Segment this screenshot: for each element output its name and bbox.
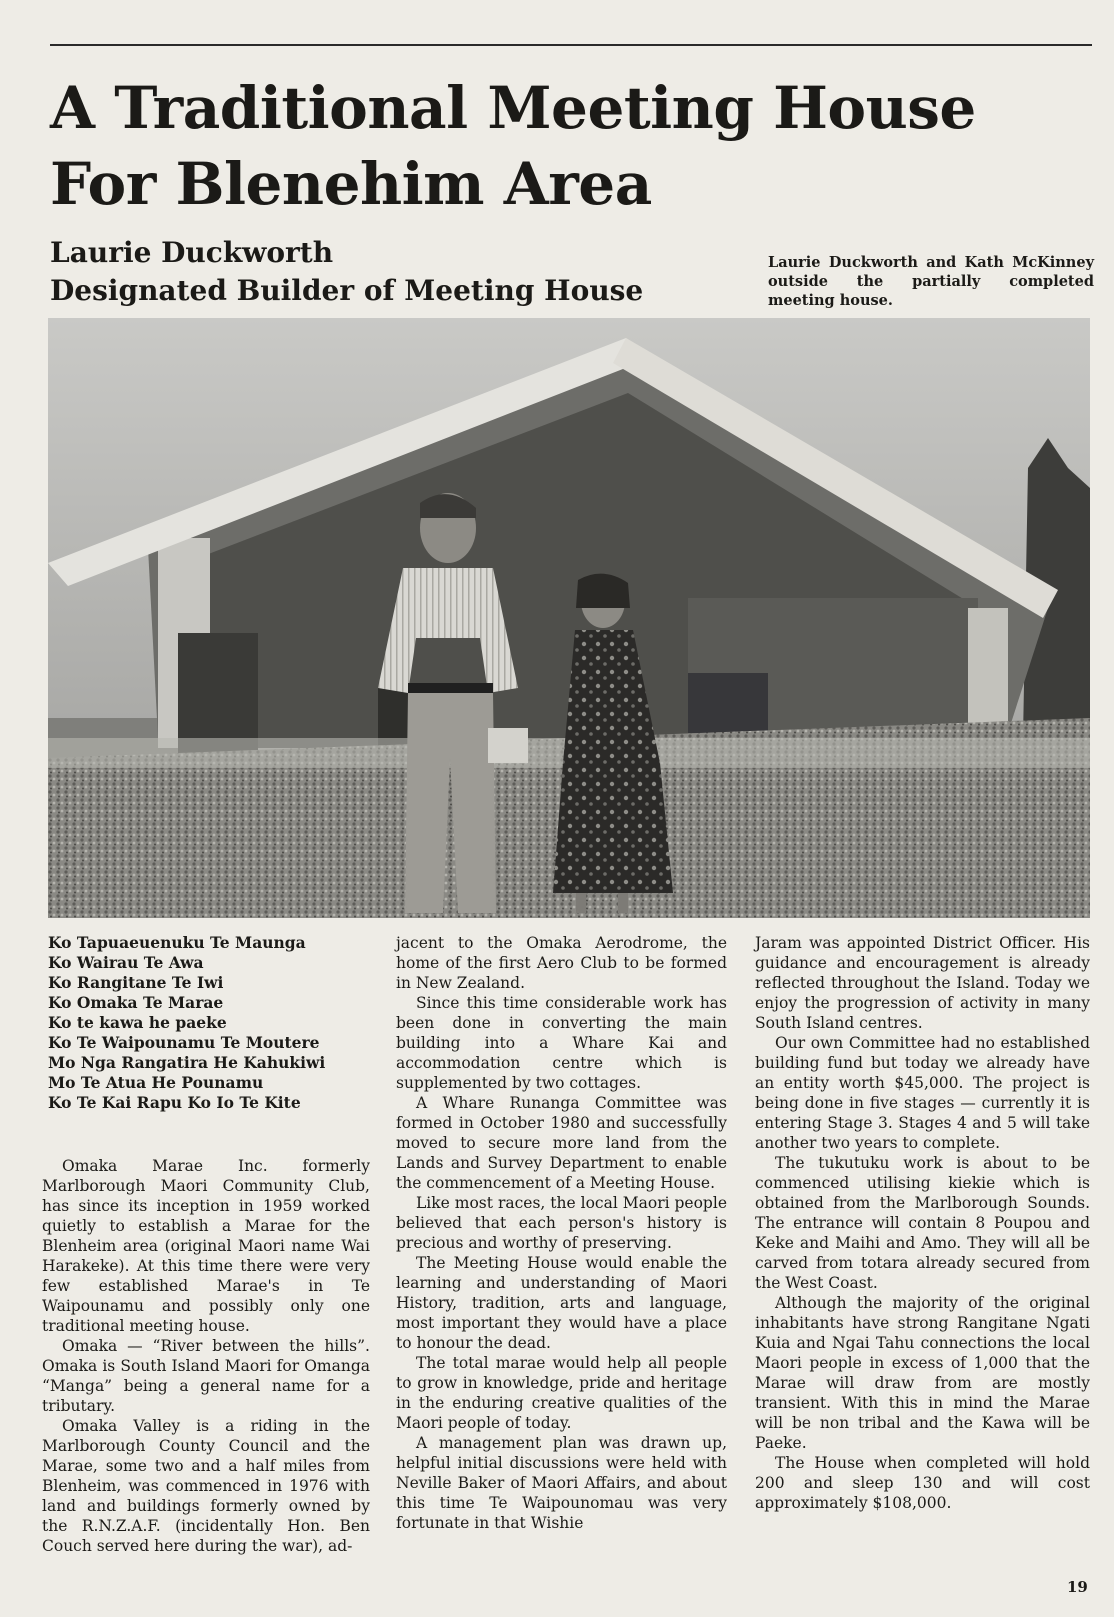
title-line-1: A Traditional Meeting House — [50, 74, 976, 142]
paragraph: The total marae would help all people to grow in knowledge, pride and heritage in the enduring creative qualities of the Maori people of today. — [396, 1354, 727, 1432]
article-column-2 — [396, 933, 727, 1533]
poem-line: Mo Nga Rangatira He Kahukiwi — [48, 1053, 326, 1072]
paragraph: The tukutuku work is about to be commenced utilising kiekie which is obtained from the Marlborough Sounds. The entrance will contain 8 Poupou and Keke and Maihi and Amo. They will all be carved from totara already secured from the West Coast. — [755, 1154, 1090, 1292]
poem-line: Ko Tapuaeuenuku Te Maunga — [48, 933, 306, 952]
concrete-block — [488, 728, 528, 763]
paragraph: A management plan was drawn up, helpful initial discussions were held with Neville Baker of Maori Affairs, and about this time Te Waipounomau was very fortunate in that Wishie — [396, 1434, 727, 1532]
paragraph: Omaka Valley is a riding in the Marlborough County Council and the Marae, some two and a half miles from Blenheim, was commenced in 1976 with land and buildings formerly owned by the R.N.Z.A.F. (incidentally Hon. Ben Couch served here during the war), ad- — [42, 1417, 370, 1555]
paragraph: Like most races, the local Maori people believed that each person's history is precious and worthy of preserving. — [396, 1194, 727, 1252]
poem-block — [48, 933, 378, 1113]
paragraph: The Meeting House would enable the learning and understanding of Maori History, tradition, arts and language, most important they would have a place to honour the dead. — [396, 1254, 727, 1352]
poem-line: Ko Omaka Te Marae — [48, 993, 224, 1012]
article-column-3 — [755, 933, 1090, 1513]
paragraph: The House when completed will hold 200 and sleep 130 and will cost approximately $108,000. — [755, 1454, 1090, 1512]
poem-line: Ko te kawa he paeke — [48, 1013, 227, 1032]
poem-line: Ko Te Waipounamu Te Moutere — [48, 1033, 320, 1052]
article-title — [50, 70, 1050, 222]
page-number: 19 — [1067, 1578, 1088, 1596]
paragraph: Although the majority of the original inhabitants have strong Rangitane Ngati Kuia and Ngai Tahu connections the local Maori people in excess of 1,000 that the Marae will draw from are mostly transient. With this in mind the Marae will be non tribal and the Kawa will be Paeke. — [755, 1294, 1090, 1452]
poem-line: Mo Te Atua He Pounamu — [48, 1073, 264, 1092]
article-column-1 — [42, 1156, 370, 1556]
paragraph: jacent to the Omaka Aerodrome, the home of the first Aero Club to be formed in New Zealand. — [396, 934, 727, 992]
photo-caption: Laurie Duckworth and Kath McKinney outside the partially completed meeting house. — [768, 254, 1094, 309]
meeting-house-illustration — [48, 318, 1090, 918]
subtitle-line-1: Laurie Duckworth — [50, 236, 334, 269]
paragraph: A Whare Runanga Committee was formed in October 1980 and successfully moved to secure more land from the Lands and Survey Department to enable the commencement of a Meeting House. — [396, 1094, 727, 1192]
poem-line: Ko Rangitane Te Iwi — [48, 973, 224, 992]
paragraph: Omaka — “River between the hills”. Omaka is South Island Maori for Omanga “Manga” being a general name for a tributary. — [42, 1337, 370, 1415]
article-subtitle — [50, 234, 740, 310]
paragraph: Jaram was appointed District Officer. His guidance and encouragement is already reflected throughout the Island. Today we enjoy the progression of activity in many South Island centres. — [755, 934, 1090, 1032]
paragraph: Omaka Marae Inc. formerly Marlborough Maori Community Club, has since its inception in 1959 worked quietly to establish a Marae for the Blenheim area (original Maori name Wai Harakeke). At this time there were very few established Marae's in Te Waipounamu and possibly only one traditional meeting house. — [42, 1157, 370, 1335]
meeting-house-photo — [48, 318, 1090, 918]
top-rule — [50, 44, 1092, 46]
poem-line: Ko Te Kai Rapu Ko Io Te Kite — [48, 1093, 301, 1112]
paragraph: Since this time considerable work has been done in converting the main building into a Whare Kai and accommodation centre which is supplemented by two cottages. — [396, 994, 727, 1092]
paragraph: Our own Committee had no established building fund but today we already have an entity worth $45,000. The project is being done in five stages — currently it is entering Stage 3. Stages 4 and 5 will take another two years to complete. — [755, 1034, 1090, 1152]
title-line-2: For Blenehim Area — [50, 150, 652, 218]
poem-line: Ko Wairau Te Awa — [48, 953, 204, 972]
subtitle-line-2: Designated Builder of Meeting House — [50, 274, 644, 307]
